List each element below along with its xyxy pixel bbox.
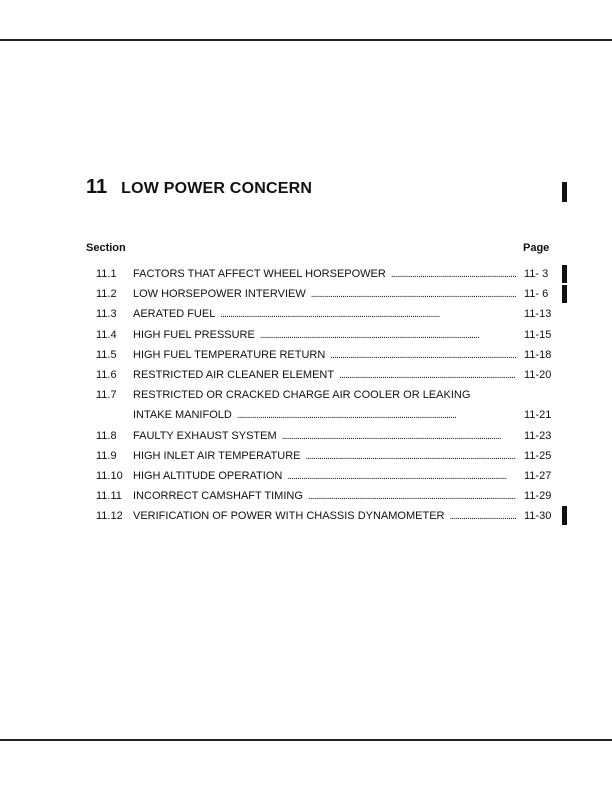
toc-section-number: 11.2 [96,288,117,301]
toc-section-number: 11.7 [96,389,117,402]
chapter-title: LOW POWER CONCERN [121,180,313,197]
toc-row[interactable] [96,446,556,466]
toc-section-number: 11.9 [96,449,117,462]
toc-page-number: 11-20 [524,368,552,381]
page-column-header: Page [523,242,550,254]
toc-section-number: 11.5 [96,348,117,361]
bottom-rule [0,739,612,741]
toc-section-number: 11.6 [96,368,117,381]
toc-row[interactable] [96,466,556,486]
toc-section-number: 11.1 [96,268,117,280]
change-bar-row-1 [562,265,567,283]
toc-section-number: 11.8 [96,429,117,442]
top-rule [0,39,612,41]
toc-title[interactable]: RESTRICTED AIR CLEANER ELEMENT [133,369,338,381]
toc-page-number: 11-30 [524,510,552,523]
toc-row[interactable] [96,304,556,324]
toc-row[interactable] [96,365,556,385]
toc-title[interactable]: RESTRICTED OR CRACKED CHARGE AIR COOLER OR LEAKING [133,389,474,401]
toc-row[interactable] [96,325,556,345]
change-bar-title [562,182,567,202]
toc-page-number: 11-15 [524,328,552,341]
toc-row[interactable] [96,385,556,405]
toc-page-number: 11-29 [524,490,552,503]
toc-section-number: 11.11 [96,490,122,503]
toc-title[interactable]: HIGH FUEL TEMPERATURE RETURN [133,349,329,361]
toc-title[interactable]: INCORRECT CAMSHAFT TIMING [133,490,307,502]
toc-section-number: 11.10 [96,469,123,482]
toc-title[interactable]: FAULTY EXHAUST SYSTEM [133,430,281,442]
toc-title[interactable]: VERIFICATION OF POWER WITH CHASSIS DYNAMOMETER [133,510,448,522]
toc-page-number: 11-18 [524,348,552,361]
chapter-number: 11 [86,176,108,198]
toc-section-number: 11.12 [96,510,123,523]
table-of-contents [96,264,556,526]
toc-page-number: 11- 3 [524,268,549,280]
toc-page-number: 11-13 [524,308,552,321]
change-bar-row-2 [562,285,567,303]
toc-row[interactable] [96,345,556,365]
toc-row[interactable] [96,486,556,506]
toc-row[interactable] [96,284,556,304]
toc-title[interactable]: AERATED FUEL [133,308,219,320]
toc-section-number: 11.3 [96,308,117,321]
toc-page-number: 11-21 [524,409,552,422]
toc-row[interactable] [96,506,556,526]
toc-section-number: 11.4 [96,328,117,341]
change-bar-row-12 [562,506,567,525]
toc-page-number: 11-23 [524,429,552,442]
toc-row[interactable] [96,426,556,446]
toc-page-number: 11-27 [524,469,552,482]
toc-title[interactable]: INTAKE MANIFOLD [133,409,236,421]
toc-title[interactable]: FACTORS THAT AFFECT WHEEL HORSEPOWER [133,268,390,280]
toc-title[interactable]: LOW HORSEPOWER INTERVIEW [133,288,310,300]
toc-title[interactable]: HIGH FUEL PRESSURE [133,329,259,341]
toc-page-number: 11-25 [524,449,552,462]
toc-title[interactable]: HIGH ALTITUDE OPERATION [133,470,286,482]
toc-page-number: 11- 6 [524,288,549,301]
toc-row[interactable] [96,264,556,284]
toc-title[interactable]: HIGH INLET AIR TEMPERATURE [133,450,304,462]
toc-row-continuation[interactable] [96,405,556,425]
chapter-heading [86,176,312,199]
section-column-header: Section [86,242,126,254]
